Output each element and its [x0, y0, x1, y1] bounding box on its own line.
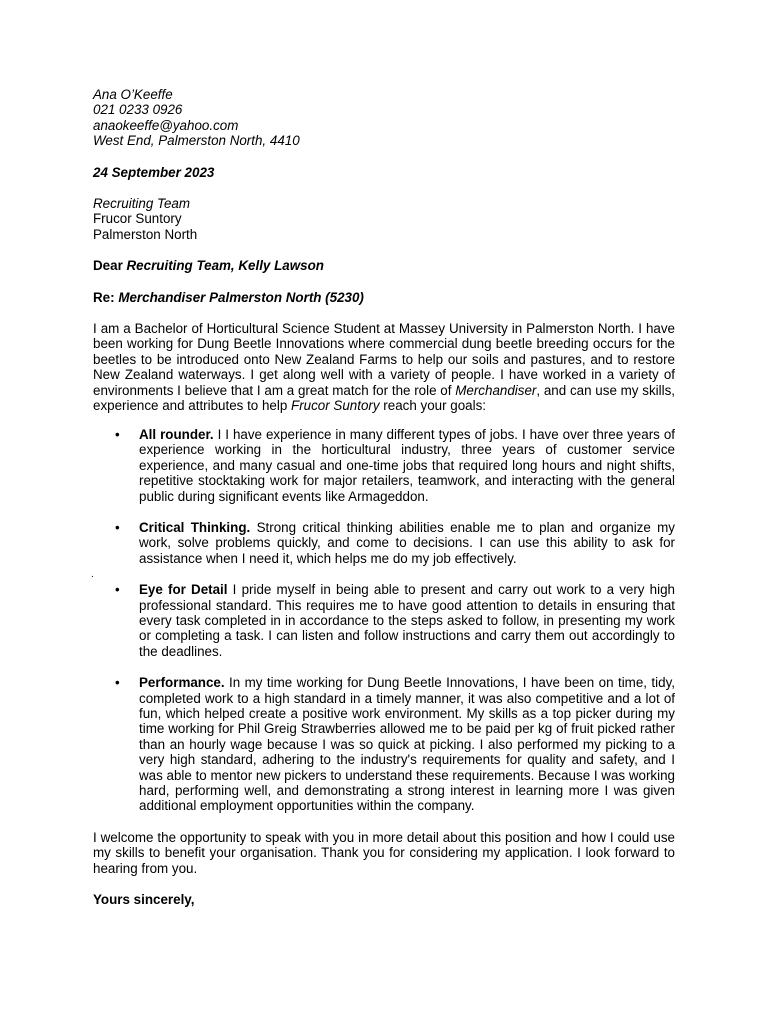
signoff: Yours sincerely, [93, 892, 195, 908]
salutation [93, 258, 675, 273]
reference-line [93, 290, 675, 305]
reference-subject: Merchandiser Palmerston North (5230) [118, 289, 364, 305]
bullet-icon: • [115, 675, 120, 691]
stray-mark: . [91, 568, 94, 580]
bullet-text: I pride myself in being able to present and carry out work to a very high professional standard. This requires me to have good attention to details in ensuring that every task completed in in accordance to the steps asked to follow, in presenting my work or completing a task. I can listen and follow instructions and carry them out accordingly to the deadlines. [139, 582, 675, 659]
list-item [93, 427, 675, 504]
salutation-names: Recruiting Team, Kelly Lawson [126, 258, 324, 274]
bullet-title: Eye for Detail [139, 582, 228, 598]
recipient-block [93, 196, 675, 242]
bullet-text: In my time working for Dung Beetle Innovations, I have been on time, tidy, completed work to a high standard in a timely manner, it was also competitive and a lot of fun, which helped create a positive work environment. My skills as a top picker during my time working for Phil Greig Strawberries allowed me to be paid per kg of fruit picked rather than an hourly wage because I was so quick at picking. I also performed my picking to a very high standard, adhering to the industry's requirements for quality and safety, and I was able to mentor new pickers to understand these requirements. Because I was working hard, performing well, and demonstrating a strong interest in learning more I was given additional employment opportunities within the company. [139, 675, 675, 814]
skills-list [93, 427, 675, 814]
bullet-text: I I have experience in many different types of jobs. I have over three years of experience working in the horticultural industry, three years of customer service experience, and many casual and one-time jobs that required long hours and night shifts, repetitive stocktaking work for major retailers, teamwork, and interacting with the general public during significant events like Armageddon. [139, 426, 675, 504]
list-item [93, 582, 675, 659]
bullet-text: Strong critical thinking abilities enable me to plan and organize my work, solve problems quickly, and come to decisions. I can use this ability to ask for assistance when I need it, which helps me do my job effectively. [139, 519, 675, 566]
bullet-icon: • [115, 519, 120, 535]
intro-part3: reach your goals: [379, 398, 487, 414]
list-item [91, 519, 675, 580]
intro-part1: I am a Bachelor of Horticultural Science Student at Massey University in Palmerston North. I have been working for Dung Beetle Innovations where commercial dung beetle breeding occurs for the beetles to be introduced onto New Zealand Farms to help our soils and pastures, and to restore New Zealand waterways. I get along well with a variety of people. I have worked in a variety of environments I believe that I am a great match for the role of [93, 321, 675, 398]
bullet-icon: • [115, 426, 120, 442]
recipient-team: Recruiting Team [93, 196, 191, 212]
sender-email: anaokeeffe@yahoo.com [93, 117, 239, 133]
closing-paragraph: I welcome the opportunity to speak with you in more detail about this position and how I could use my skills to benefit your organisation. Thank you for considering my application. I look forward to hearing from you. [93, 829, 675, 876]
reference-prefix: Re: [93, 289, 115, 305]
bullet-title: Critical Thinking. [139, 519, 251, 535]
intro-role: Merchandiser [455, 382, 537, 398]
letter-date: 24 September 2023 [93, 164, 215, 180]
intro-company: Frucor Suntory [291, 398, 380, 414]
bullet-title: All rounder. [139, 426, 214, 442]
sender-block [93, 87, 675, 149]
recipient-city: Palmerston North [93, 226, 198, 242]
recipient-company: Frucor Suntory [93, 211, 182, 227]
intro-paragraph [93, 321, 675, 413]
bullet-title: Performance. [139, 675, 225, 691]
intro-part2: , and can use my skills, experience and attributes to help [93, 382, 675, 414]
salutation-prefix: Dear [93, 258, 123, 274]
sender-phone: 021 0233 0926 [93, 102, 183, 118]
bullet-icon: • [115, 582, 120, 598]
sender-name: Ana O’Keeffe [93, 87, 173, 102]
cover-letter [93, 87, 675, 907]
sender-address: West End, Palmerston North, 4410 [93, 133, 300, 149]
list-item [93, 675, 675, 814]
